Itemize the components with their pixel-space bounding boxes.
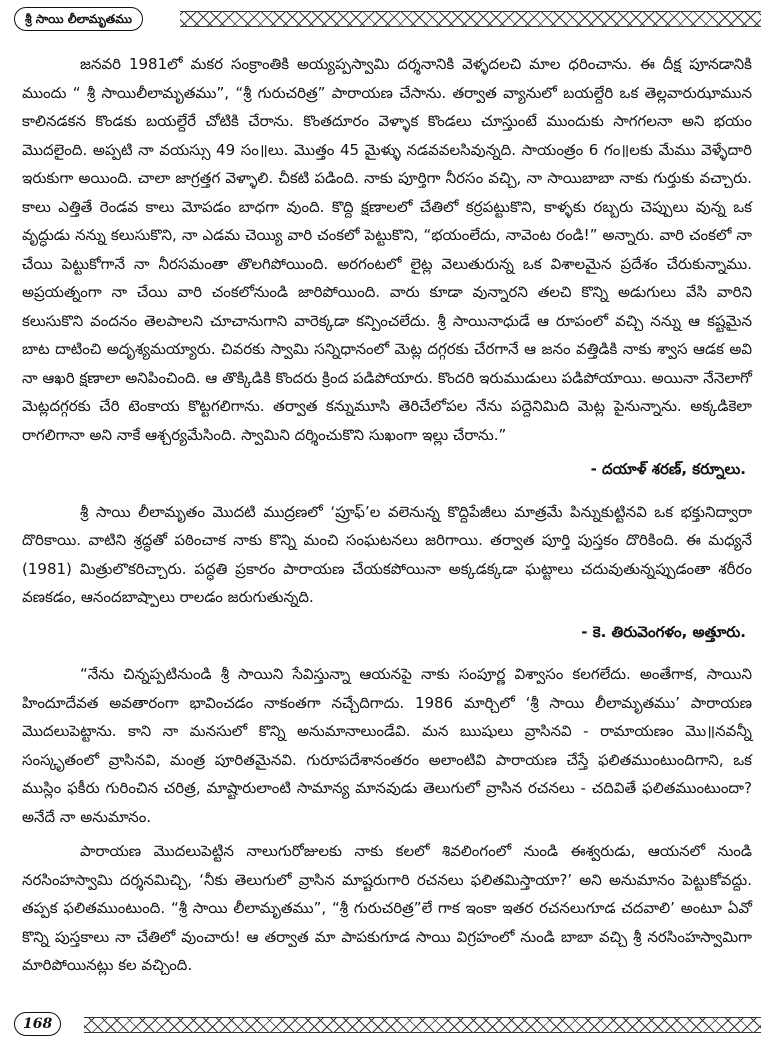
page-number: 168: [14, 1012, 61, 1036]
paragraph-1: జనవరి 1981లో మకర సంక్రాంతికి అయ్యప్పస్వామి దర్శనానికి వెళ్ళదలచి మాల ధరించాను. ఈ దీక్ష పూనడానికి ముందు “ శ్రీ సాయిలీలామృతము”, “శ్రీ గురుచరిత్ర” పారాయణ చేసాను. తర్వాత వ్యానులో బయల్దేరి ఒక తెల్లవారుఝామున కాలినడకన కొండకు బయల్దేరే చోటికి చేరాను. కొంతదూరం వెళ్ళాక కొండలు చూస్తుంటే ముందుకు సాగగలనా అని భయం మొదలైంది. అప్పటి నా వయస్సు 49 సం॥లు. మొత్తం 45 మైళ్ళు నడవవలసివున్నది. సాయంత్రం 6 గం॥లకు మేము వెళ్ళేదారి ఇరుకుగా అయింది. చాలా జాగ్రత్తగ వెళ్ళాలి. చీకటి పడింది. నాకు పూర్తిగా నీరసం వచ్చి, నా సాయిబాబా నాకు గుర్తుకు వచ్చారు. కాలు ఎత్తితే రెండవ కాలు మోపడం బాధగా వుంది. కొద్ది క్షణాలలో చేతిలో కర్రపట్టుకొని, కాళ్ళకు రబ్బరు చెప్పులు వున్న ఒక వృద్ధుడు నన్ను కలుసుకొని, నా ఎడమ చెయ్యి వారి చంకలో పెట్టుకొని, “భయంలేదు, నావెంట రండి!” అన్నారు. వారి చంకలో నా చేయి పెట్టుకోగానే నా నీరసమంతా తొలగిపోయింది. అరగంటలో లైట్ల వెలుతురున్న ఒక విశాలమైన ప్రదేశం చేరుకున్నాము. అప్రయత్నంగా నా చేయి వారి చంకలోనుండి జారిపోయింది. వారు కూడా వున్నారని తలచి కొన్ని అడుగులు వేసి వారిని కలుసుకొని వందనం తెలపాలని చూచానుగాని వారెక్కడా కన్పించలేదు. శ్రీ సాయినాధుడే ఆ రూపంలో వచ్చి నన్ను ఆ కష్టమైన బాట దాటించి అదృశ్యమయ్యారు. చివరకు స్వామి సన్నిధానంలో మెట్ల దగ్గరకు చేరగానే ఆ జనం వత్తిడికి నాకు శ్వాస ఆడక అవి నా ఆఖరి క్షణాలా అనిపించింది. ఆ తొక్కిడికి కొందరు క్రింద పడిపోయారు. కొందరి ఇరుముడులు పడిపోయాయి. అయినా నేనెలాగో మెట్లదగ్గరకు చేరి టెంకాయ కొట్టగలిగాను. తర్వాత కన్నుమూసి తెరిచేలోపల నేను పద్దెనిమిది మెట్ల పైనున్నాను. అక్కడికెలా రాగలిగానా అని నాకే ఆశ్చర్యమేసింది. స్వామిని దర్శించుకొని సుఖంగా ఇల్లు చేరాను.”: [22, 55, 752, 444]
paragraph-4: పారాయణ మొదలుపెట్టిన నాలుగురోజులకు నాకు కలలో శివలింగంలో నుండి ఈశ్వరుడు, ఆయనలో నుండి నరసింహస్వామి దర్శనమిచ్చి, ‘నీకు తెలుగులో వ్రాసిన మాష్టరుగారి రచనలు ఫలితమిస్తాయా?’ అని అనుమానం పెట్టుకోవద్దు. తప్పక ఫలితముంటుంది. “శ్రీ సాయి లీలామృతము”, “శ్రీ గురుచరిత్ర”లే గాక ఇంకా ఇతర రచనలుగూడ చదవాలి’ అంటూ ఏవో కొన్ని పుస్తకాలు నా చేతిలో వుంచారు! ఆ తర్వాత మా పాపకుగూడ సాయి విగ్రహంలో నుండి బాబా వచ్చి శ్రీ నరసింహస్వామిగా మారిపోయినట్లు కల వచ్చింది.: [22, 842, 752, 974]
running-title: శ్రీ సాయి లీలామృతము: [14, 7, 143, 31]
paragraph-2: శ్రీ సాయి లీలామృతం మొదటి ముద్రణలో ‘ప్రూఫ్’ల వలెనున్న కొద్దిపేజీలు మాత్రమే పిన్నుకుట్టినవి ఒక భక్తునిద్వారా దొరికాయి. వాటిని శ్రద్ధతో పఠించాక నాకు కొన్ని మంచి సంఘటనలు జరిగాయి. తర్వాత పూర్తి పుస్తకం దొరికింది. ఈ మధ్యనే (1981) మిత్రులొకరిచ్చారు. పద్ధతి ప్రకారం పారాయణ చేయకపోయినా అక్కడక్కడా ఘట్టాలు చదువుతున్నప్పుడంతా శరీరం వణకడం, ఆనందబాష్పాలు రాలడం జరుగుతున్నది.: [22, 502, 752, 606]
signature-2: - కె. తిరువెంగళం, అత్తూరు.: [581, 622, 746, 641]
footer-decorative-border: [84, 1017, 761, 1033]
page-footer: [14, 1012, 761, 1038]
paragraph-3: “నేను చిన్నప్పటినుండి శ్రీ సాయిని సేవిస్తున్నా ఆయనపై నాకు సంపూర్ణ విశ్వాసం కలగలేదు. అంతేగాక, సాయిని హిందూదేవత అవతారంగా భావించడం నాకంతగా నచ్చేదిగాదు. 1986 మార్చిలో ‘శ్రీ సాయి లీలామృతము’ పారాయణ మొదలుపెట్టాను. కాని నా మనసులో కొన్ని అనుమానాలుండేవి. మన ఋషులు వ్రాసినవి - రామాయణం మొ॥నవన్నీ సంస్కృతంలో వ్రాసినవి, మంత్ర పూరితమైనవి. గురూపదేశానంతరం అలాంటివి పారాయణ చేస్తే ఫలితముంటుందిగాని, ఒక ముస్లిం ఫకీరు గురించిన చరిత్ర, మాష్టారులాంటి సామాన్య మానవుడు తెలుగులో వ్రాసిన రచనలు - చదివితే ఫలితముంటుందా? అనేదే నా అనుమానం.: [22, 665, 752, 826]
signature-1: - దయాళ్ శరణ్, కర్నూలు.: [590, 460, 746, 478]
page-body: [22, 50, 752, 980]
page-header: [14, 6, 761, 32]
header-decorative-border: [180, 11, 761, 27]
